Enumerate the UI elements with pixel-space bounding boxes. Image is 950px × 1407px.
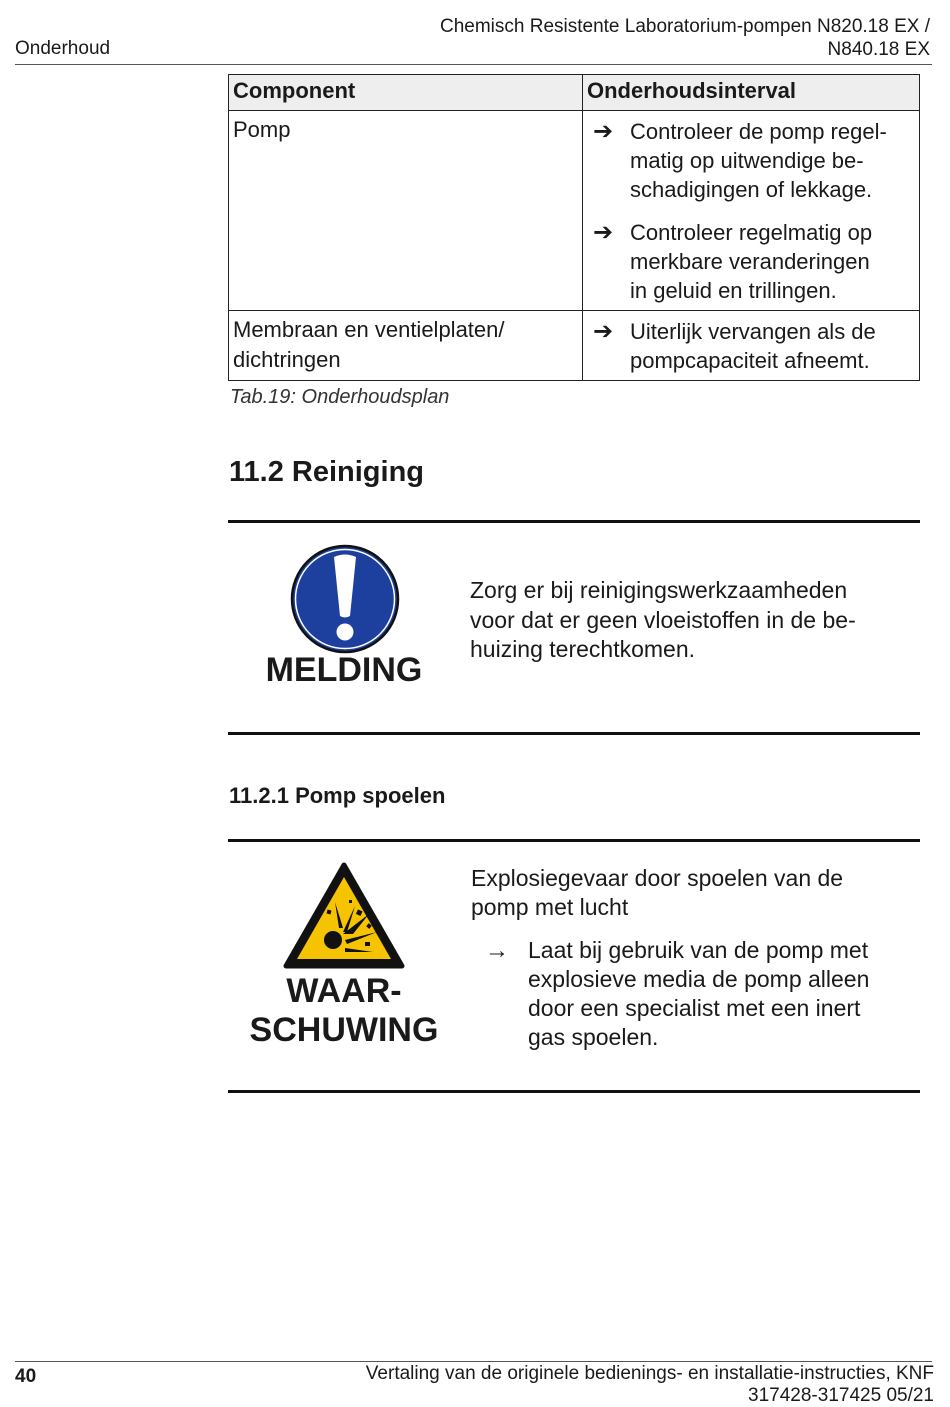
arrow-right-icon: ➔ bbox=[593, 318, 614, 345]
text-line: dichtringen bbox=[233, 347, 341, 372]
text-line: SCHUWING bbox=[249, 1011, 439, 1049]
footer-text bbox=[366, 1363, 934, 1407]
text-line: voor dat er geen vloeistoffen in de be- bbox=[470, 606, 856, 633]
notice-text bbox=[470, 576, 900, 665]
footer-line: Vertaling van de originele bedienings- en installatie-instructies, KNF bbox=[365, 1363, 934, 1384]
text-line: schadigingen of lekkage. bbox=[630, 177, 873, 202]
text-line: Uiterlijk vervangen als de bbox=[630, 319, 876, 344]
table-caption: Tab.19: Onderhoudsplan bbox=[230, 386, 450, 408]
table-row bbox=[229, 311, 920, 381]
notice-signal-word: MELDING bbox=[265, 651, 423, 689]
warning-step bbox=[485, 936, 915, 1052]
subsection-heading: 11.2.1 Pomp spoelen bbox=[229, 783, 446, 808]
text-line: pompcapaciteit afneemt. bbox=[630, 348, 870, 373]
notice-top-rule bbox=[228, 520, 920, 523]
explosive-warning-icon bbox=[283, 862, 405, 970]
text-line: matig op uitwendige be- bbox=[630, 148, 864, 173]
interval-text bbox=[630, 117, 887, 204]
interval-cell bbox=[583, 311, 920, 381]
interval-cell bbox=[583, 111, 920, 311]
text-line: Controleer de pomp regel- bbox=[630, 119, 887, 144]
section-heading: 11.2 Reiniging bbox=[229, 456, 424, 488]
warning-signal-word bbox=[234, 972, 454, 1050]
arrow-right-icon: ➔ bbox=[593, 118, 614, 145]
table-row bbox=[229, 111, 920, 311]
interval-text bbox=[630, 317, 876, 375]
interval-item bbox=[593, 317, 915, 375]
mandatory-exclamation-icon bbox=[290, 544, 400, 654]
header-title-line: Chemisch Resistente Laboratorium-pompen N820.18 EX / bbox=[439, 16, 930, 37]
text-line: Controleer regelmatig op bbox=[630, 220, 873, 245]
component-cell bbox=[229, 311, 583, 381]
text-line: merkbare veranderingen bbox=[630, 249, 870, 274]
header-section-label: Onderhoud bbox=[15, 38, 111, 59]
warning-text bbox=[471, 864, 911, 922]
arrow-right-icon: ➔ bbox=[593, 219, 614, 246]
arrow-right-icon: → bbox=[485, 937, 509, 964]
header-document-title bbox=[440, 15, 930, 61]
text-line: WAAR- bbox=[286, 972, 402, 1010]
maintenance-table bbox=[228, 74, 920, 381]
column-header-interval: Onderhoudsinterval bbox=[583, 75, 920, 111]
footer-line: 317428-317425 05/21 bbox=[748, 1385, 934, 1406]
notice-bottom-rule bbox=[228, 732, 920, 735]
interval-text bbox=[630, 218, 872, 305]
warning-step-text bbox=[528, 936, 869, 1052]
text-line: huizing terechtkomen. bbox=[470, 636, 696, 662]
header-title-line: N840.18 EX bbox=[827, 39, 930, 60]
interval-item bbox=[593, 117, 915, 204]
warning-bottom-rule bbox=[228, 1090, 920, 1093]
text-line: explosieve media de pomp alleen bbox=[528, 966, 870, 992]
text-line: Laat bij gebruik van de pomp met bbox=[528, 937, 869, 963]
text-line: Zorg er bij reinigingswerkzaamheden bbox=[470, 577, 848, 603]
footer-divider bbox=[15, 1361, 932, 1362]
text-line: in geluid en trillingen. bbox=[630, 278, 837, 303]
column-header-component: Component bbox=[229, 75, 583, 111]
header-divider bbox=[15, 64, 932, 65]
text-line: door een specialist met een inert bbox=[528, 995, 861, 1021]
text-line: Membraan en ventielplaten/ bbox=[233, 317, 505, 342]
page-number: 40 bbox=[15, 1366, 37, 1387]
text-line: gas spoelen. bbox=[528, 1024, 659, 1050]
warning-top-rule bbox=[228, 839, 920, 842]
text-line: pomp met lucht bbox=[471, 894, 629, 920]
text-line: Explosiegevaar door spoelen van de bbox=[471, 865, 844, 891]
component-cell: Pomp bbox=[229, 111, 583, 311]
table-header-row bbox=[229, 75, 920, 111]
interval-item bbox=[593, 218, 915, 305]
